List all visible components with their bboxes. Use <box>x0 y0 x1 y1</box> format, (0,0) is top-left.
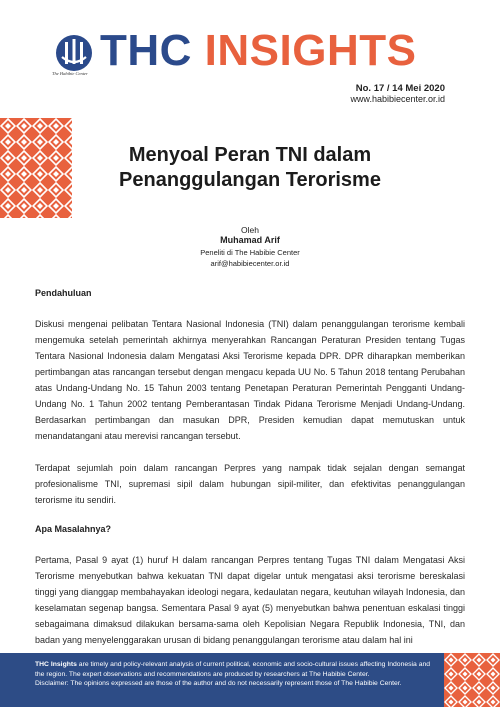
paragraph-1: Diskusi mengenai pelibatan Tentara Nasional Indonesia (TNI) dalam penanggulangan terorisme kembali mengemuka setelah pemerintah akhirnya menyerahkan Rancangan Peraturan Presiden tentang Tugas Tentara Nasional Indonesia dalam Mengatasi Aksi Terorisme kepada DPR. DPR diharapkan memberikan pertimbangan atas rancangan tersebut dengan mengacu kepada UU No. 5 Tahun 2018 tentang Perubahan atas Undang-Undang No. 15 Tahun 2003 tentang Penetapan Peraturan Pemerintah Pengganti Undang-Undang No. 1 Tahun 2002 tentang Pemberantasan Tindak Pidana Terorisme Menjadi Undang-Undang. Berdasarkan pertimbangan dan masukan DPR, Presiden kemudian dapat memutuskan untuk menandatangani atau merevisi rancangan tersebut. <box>35 319 465 441</box>
brand-insights: INSIGHTS <box>204 26 417 75</box>
author-email[interactable]: arif@habibiecenter.or.id <box>210 259 290 268</box>
article-title <box>80 143 420 193</box>
paragraph-3: Pertama, Pasal 9 ayat (1) huruf H dalam rancangan Perpres tentang Tugas TNI dalam Mengatasi Aksi Terorisme menyebutkan bahwa kekuatan TNI dapat digelar untuk mengatasi aksi terorisme bereskalasi tinggi yang dianggap membahayakan ideologi negara, kedaulatan negara, keutuhan wilayah Indonesia, dan keselamatan segenap bangsa. Sementara Pasal 9 ayat (5) menyebutkan bahwa penentuan eskalasi tinggi sebagaimana dimaksud dilakukan bersama-sama oleh Kepolisian Negara Republik Indonesia, TNI, dan badan yang menyelenggarakan urusan di bidang penanggulangan terorisme atau dalam hal ini <box>35 555 465 645</box>
logo-caption: The Habibie Center <box>52 71 88 76</box>
footer-disclaimer: Disclaimer: The opinions expressed are those of the author and do not necessarily represent those of The Habibie Center. <box>35 680 402 687</box>
page-header <box>0 0 500 110</box>
title-line-1: Menyoal Peran TNI dalam <box>128 144 372 166</box>
footer-lead: THC Insights <box>35 661 77 668</box>
footer-line-1: are timely and policy-relevant analysis of current political, economic and socio-cultural issues affecting Indonesia and the region. The expert observations and recommendations are produced by researchers at The Habibie Center. <box>35 661 431 678</box>
author-name: Muhamad Arif <box>220 235 280 245</box>
title-line-2: Penanggulangan Terorisme <box>119 169 381 191</box>
article-body <box>35 288 465 664</box>
issue-number: No. 17 / 14 Mei 2020 <box>355 83 445 94</box>
brand-thc: THC <box>100 26 192 75</box>
footer-banner <box>0 653 444 707</box>
brand-title <box>100 26 416 76</box>
section-heading-apa-masalahnya: Apa Masalahnya? <box>35 524 112 534</box>
author-affiliation: Peneliti di The Habibie Center <box>200 248 300 257</box>
decorative-pattern-bottom <box>444 653 500 707</box>
section-heading-pendahuluan: Pendahuluan <box>35 288 92 298</box>
decorative-pattern-top <box>0 118 72 218</box>
paragraph-2: Terdapat sejumlah poin dalam rancangan Perpres yang nampak tidak sejalan dengan semangat profesionalisme TNI, supremasi sipil dalam hubungan sipil-militer, dan efektivitas penanggulangan terorisme itu sendiri. <box>35 463 465 505</box>
byline-oleh: Oleh <box>241 225 259 235</box>
footer-description <box>35 660 436 679</box>
website-link[interactable]: www.habibiecenter.or.id <box>350 94 445 104</box>
